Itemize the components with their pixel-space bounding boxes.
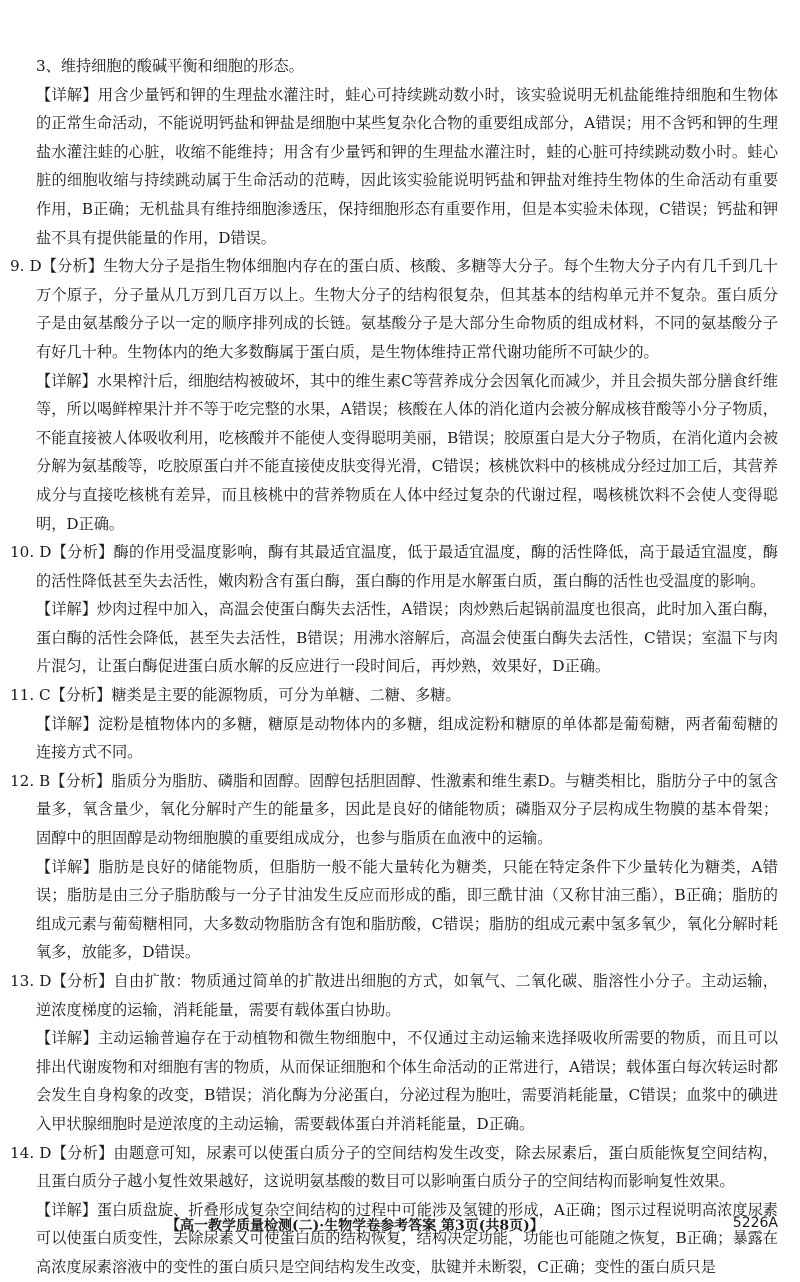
footer-code: 5226A [732, 1215, 778, 1231]
question-answer-paragraph: 12. B【分析】脂质分为脂肪、磷脂和固醇。固醇包括胆固醇、性激素和维生素D。与糖类相比，脂肪分子中的氢含量多，氧含量少，氧化分解时产生的能量多，因此是良好的储能物质；磷脂双分子层构成生物膜的基本骨架；固醇中的胆固醇是动物细胞膜的重要组成成分，也参与脂质在血液中的运输。 [10, 771, 778, 848]
explanation-paragraph: 【详解】水果榨汁后，细胞结构被破坏，其中的维生素C等营养成分会因氧化而减少，并且会损失部分膳食纤维等，所以喝鲜榨果汁并不等于吃完整的水果，A错误；核酸在人体的消化道内会被分解成核苷酸等小分子物质，不能直接被人体吸收利用，吃核酸并不能使人变得聪明美丽，B错误；胶原蛋白是大分子物质，在消化道内会被分解为氨基酸等，吃胶原蛋白并不能直接使皮肤变得光滑，C错误；核桃饮料中的核桃成分经过加工后，其营养成分与直接吃核桃有差异，而且核桃中的营养物质在人体中经过复杂的代谢过程，喝核桃饮料不会使人变得聪明，D正确。 [36, 371, 778, 533]
footer-title: 【高一教学质量检测(二)·生物学卷参考答案 第3页(共8页)】 [166, 1218, 544, 1234]
explanation-paragraph: 【详解】炒肉过程中加入，高温会使蛋白酶失去活性，A错误；肉炒熟后起锅前温度也很高，此时加入蛋白酶，蛋白酶的活性会降低，甚至失去活性，B错误；用沸水溶解后，高温会使蛋白酶失去活性，C错误；室温下与肉片混匀，让蛋白酶促进蛋白质水解的反应进行一段时间后，再炒熟，效果好，D正确。 [36, 600, 778, 676]
explanation-paragraph: 【详解】淀粉是植物体内的多糖，糖原是动物体内的多糖，组成淀粉和糖原的单体都是葡萄糖，两者葡萄糖的连接方式不同。 [36, 714, 778, 762]
question-answer-paragraph: 14. D【分析】由题意可知，尿素可以使蛋白质分子的空间结构发生改变，除去尿素后，蛋白质能恢复空间结构，且蛋白质分子越小复性效果越好，这说明氨基酸的数目可以影响蛋白质分子的空间结构而影响复性效果。 [10, 1143, 778, 1191]
question-answer-paragraph: 10. D【分析】酶的作用受温度影响，酶有其最适宜温度，低于最适宜温度，酶的活性降低，高于最适宜温度，酶的活性降低甚至失去活性，嫩肉粉含有蛋白酶，蛋白酶的作用是水解蛋白质，蛋白酶的活性也受温度的影响。 [10, 543, 778, 590]
explanation-paragraph: 【详解】蛋白质盘旋、折叠形成复杂空间结构的过程中可能涉及氢键的形成，A正确；图示过程说明高浓度尿素可以使蛋白质变性，去除尿素又可使蛋白质的结构恢复，结构决定功能，功能也可能随之恢复，B正确；暴露在高浓度尿素溶液中的变性的蛋白质只是空间结构发生改变，肽键并未断裂，C正确；变性的蛋白质只是 [36, 1200, 778, 1276]
explanation-paragraph: 【详解】用含少量钙和钾的生理盐水灌注时，蛙心可持续跳动数小时，该实验说明无机盐能维持细胞和生物体的正常生命活动，不能说明钙盐和钾盐是细胞中某些复杂化合物的重要组成部分，A错误；用不含钙和钾的生理盐水灌注蛙的心脏，收缩不能维持；用含有少量钙和钾的生理盐水灌注时，蛙的心脏可持续跳动数小时。蛙心脏的细胞收缩与持续跳动属于生命活动的范畴，因此该实验能说明钙盐和钾盐对维持生物体的生命活动有重要作用，B正确；无机盐具有维持细胞渗透压，保持细胞形态有重要作用，但是本实验未体现，C错误；钙盐和钾盐不具有提供能量的作用，D错误。 [36, 85, 779, 247]
answer-text-body [0, 52, 800, 1282]
explanation-paragraph: 【详解】脂肪是良好的储能物质，但脂肪一般不能大量转化为糖类，只能在特定条件下少量转化为糖类，A错误；脂肪是由三分子脂肪酸与一分子甘油发生反应而形成的酯，即三酰甘油（又称甘油三酯），B正确；脂肪的组成元素与葡萄糖相同，大多数动物脂肪含有饱和脂肪酸，C错误；脂肪的组成元素中氢多氧少，氧化分解时耗氧多，放能多，D错误。 [36, 857, 778, 962]
question-answer-paragraph: 13. D【分析】自由扩散：物质通过简单的扩散进出细胞的方式，如氧气、二氧化碳、脂溶性小分子。主动运输，逆浓度梯度的运输，消耗能量，需要有载体蛋白协助。 [10, 972, 778, 1019]
question-answer-paragraph: 9. D【分析】生物大分子是指生物体细胞内存在的蛋白质、核酸、多糖等大分子。每个生物大分子内有几千到几十万个原子，分子量从几万到几百万以上。生物大分子的结构很复杂，但其基本的结构单元并不复杂。蛋白质分子是由氨基酸分子以一定的顺序排列成的长链。氨基酸分子是大部分生命物质的组成材料，不同的氨基酸分子有好几十种。生物体内的绝大多数酶属于蛋白质，是生物体维持正常代谢功能所不可缺少的。 [10, 257, 778, 361]
explanation-paragraph: 【详解】主动运输普遍存在于动植物和微生物细胞中，不仅通过主动运输来选择吸收所需要的物质，而且可以排出代谢废物和对细胞有害的物质，从而保证细胞和个体生命活动的正常进行，A错误；载体蛋白每次转运时都会发生自身构象的改变，B错误；消化酶为分泌蛋白，分泌过程为胞吐，需要消耗能量，C错误；血浆中的碘进入甲状腺细胞时是逆浓度的主动运输，需要载体蛋白并消耗能量，D正确。 [36, 1029, 778, 1133]
page-footer [0, 1215, 800, 1239]
question-answer-paragraph: 11. C【分析】糖类是主要的能源物质，可分为单糖、二糖、多糖。 [10, 686, 461, 705]
explanation-paragraph: 3、维持细胞的酸碱平衡和细胞的形态。 [36, 57, 304, 75]
